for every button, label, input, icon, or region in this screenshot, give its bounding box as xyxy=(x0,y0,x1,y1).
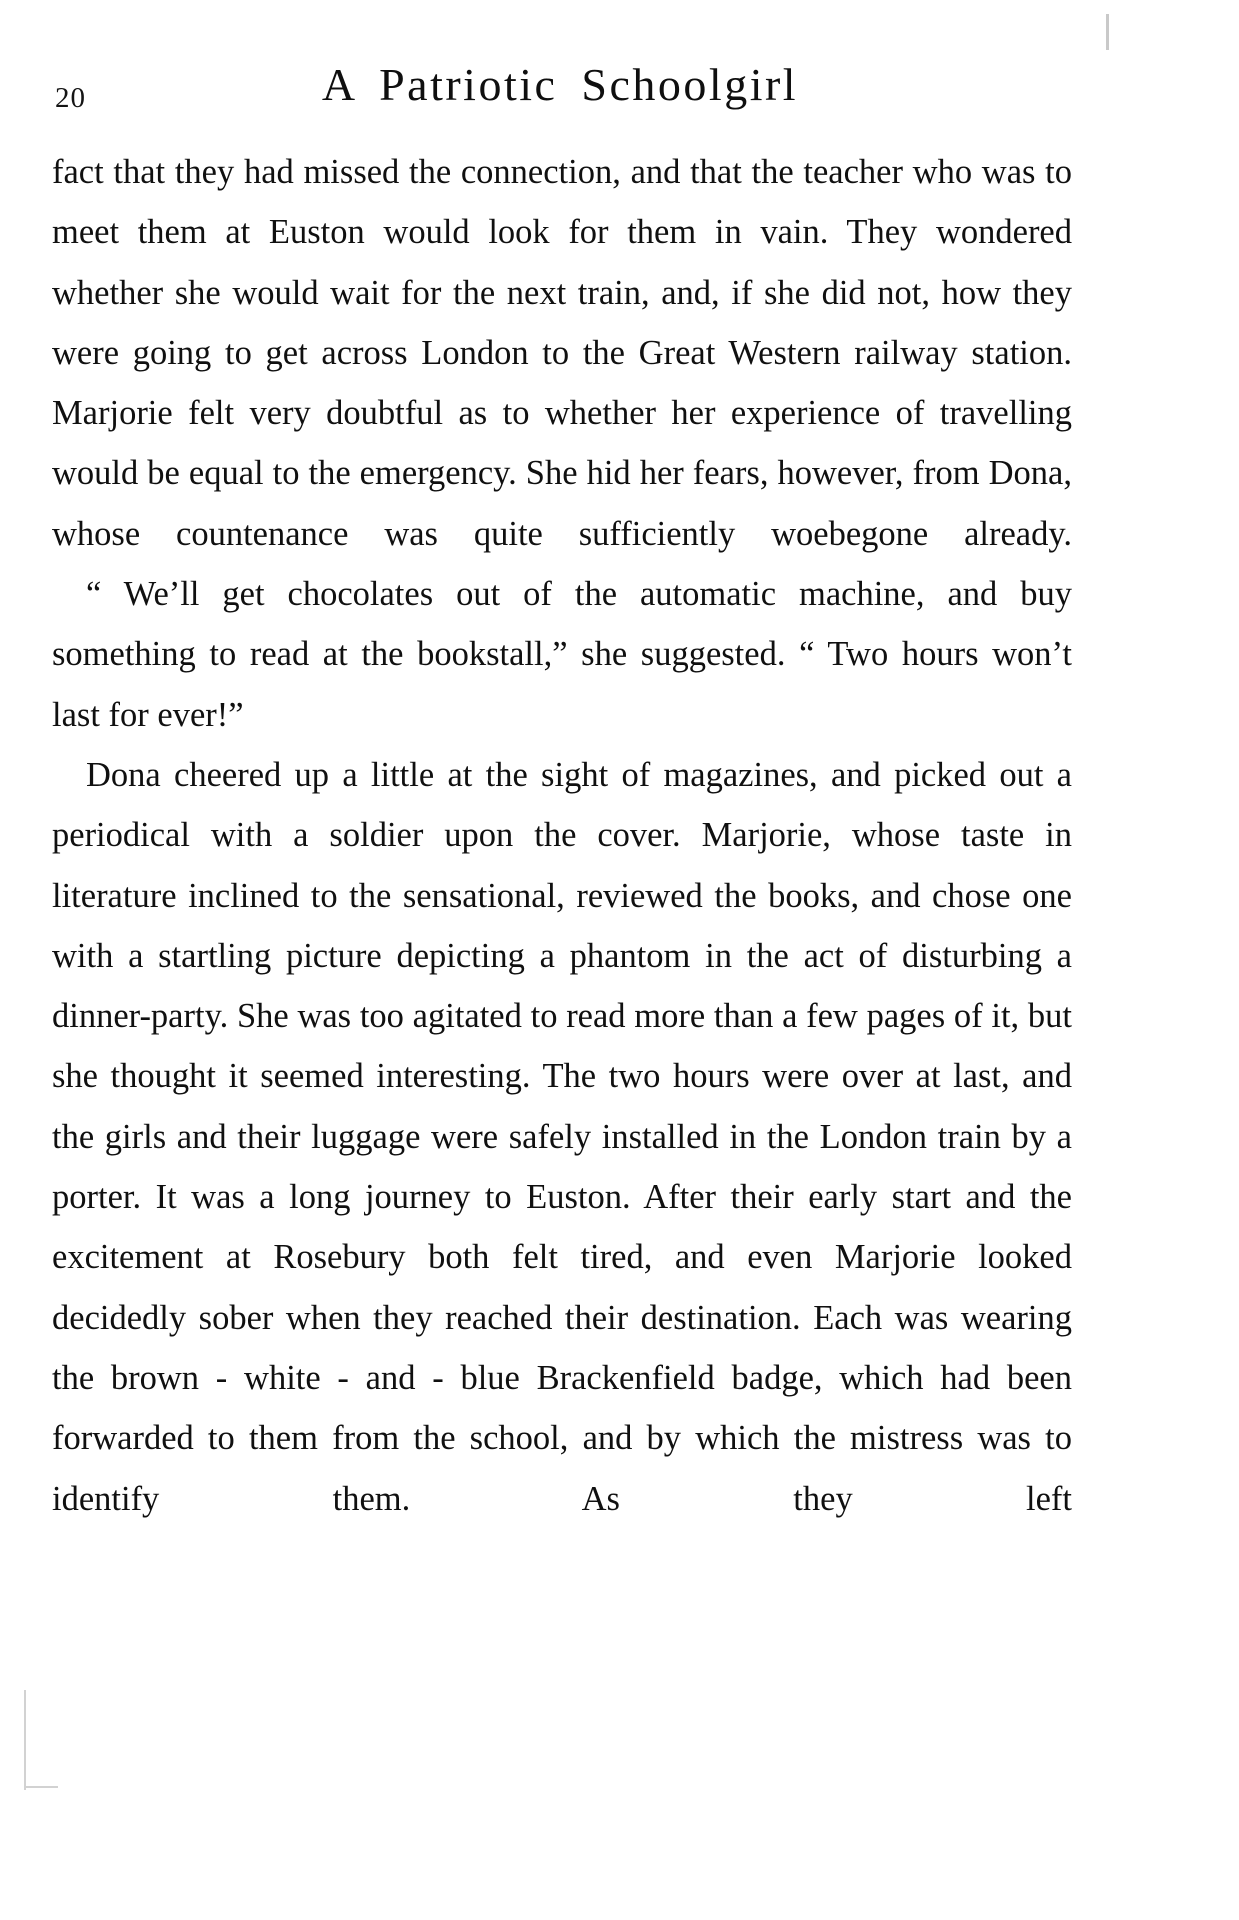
scan-artifact-left-edge xyxy=(24,1690,26,1790)
scan-artifact-corner xyxy=(24,1786,58,1788)
page-number: 20 xyxy=(55,82,86,114)
scan-artifact-top xyxy=(1106,14,1109,50)
running-title: A Patriotic Schoolgirl xyxy=(321,59,799,110)
paragraph: Dona cheered up a little at the sight of magazines, and picked out a periodical with a soldier upon the cover. Marjorie, whose taste in literature inclined to the sensational, reviewed the books, and chose one with a startling picture depicting a phantom in the act of disturbing a dinner-party. She was too agitated to read more than a few pages of it, but she thought it seemed interesting. The two hours were over at last, and the girls and their luggage were safely installed in the London train by a porter. It was a long journey to Euston. After their early start and the excitement at Rosebury both felt tired, and even Marjorie looked decidedly sober when they reached their destination. Each was wearing the brown - white - and - blue Brackenfield badge, which had been forwarded to them from the school, and by which the mistress was to identify them. As they left xyxy=(52,755,1072,1518)
paragraph: “ We’ll get chocolates out of the automatic machine, and buy something to read at the bookstall,” she suggested. “ Two hours won’t last for ever!” xyxy=(52,575,1072,734)
paragraph: fact that they had missed the connection, and that the teacher who was to meet them at Euston would look for them in vain. They wondered whether she would wait for the next train, and, if she did not, how they were going to get across London to the Great Western railway station. Marjorie felt very doubtful as to whether her experience of travelling would be equal to the emergency. She hid her fears, however, from Dona, whose countenance was quite sufficiently woebegone already. xyxy=(52,153,1072,553)
page-header xyxy=(55,58,1065,122)
page-body xyxy=(52,142,1072,1529)
